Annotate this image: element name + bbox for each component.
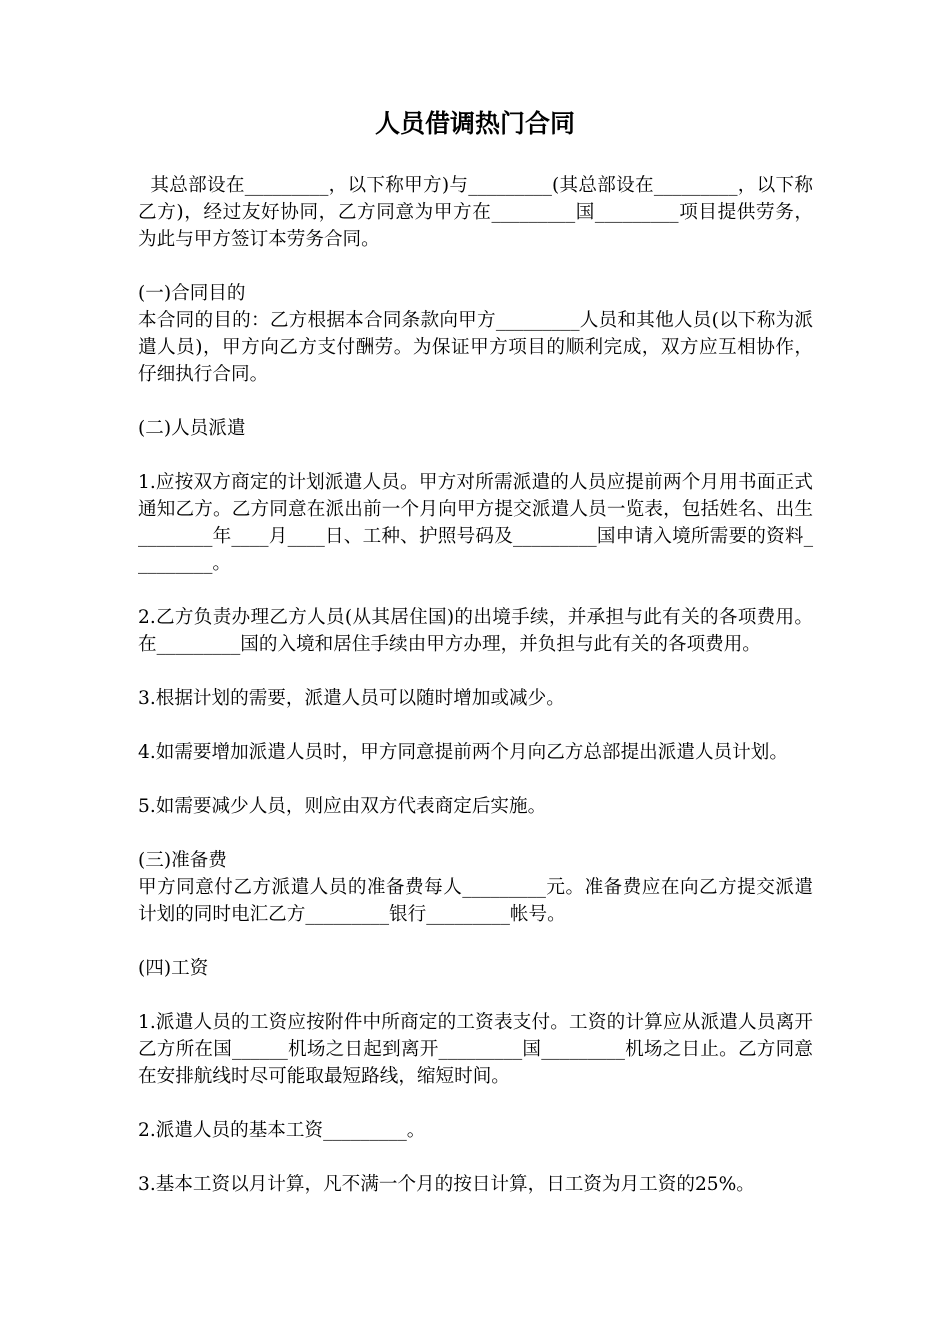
dispatch-clause-3: 3.根据计划的需要，派遣人员可以随时增加或减少。 bbox=[138, 688, 565, 709]
section-heading-preparation-fee: (三)准备费 bbox=[138, 850, 227, 871]
wages-clause-1: 1.派遣人员的工资应按附件中所商定的工资表支付。工资的计算应从派遣人员离开乙方所在国______机场之日起到离开_________国_________机场之日止。乙方同意在安排航线时尽可能取最短路线，缩短时间。 bbox=[138, 1012, 813, 1087]
document-title: 人员借调热门合同 bbox=[374, 109, 575, 138]
section-heading-dispatch: (二)人员派遣 bbox=[138, 418, 246, 439]
dispatch-clause-4: 4.如需要增加派遣人员时，甲方同意提前两个月向乙方总部提出派遣人员计划。 bbox=[138, 742, 788, 763]
purpose-paragraph: 本合同的目的：乙方根据本合同条款向甲方_________人员和其他人员(以下称为派遣人员)，甲方向乙方支付酬劳。为保证甲方项目的顺利完成，双方应互相协作，仔细执行合同。 bbox=[138, 310, 813, 385]
section-heading-wages: (四)工资 bbox=[138, 958, 209, 979]
dispatch-clause-2: 2.乙方负责办理乙方人员(从其居住国)的出境手续，并承担与此有关的各项费用。在_________国的入境和居住手续由甲方办理，并负担与此有关的各项费用。 bbox=[138, 607, 813, 655]
document-body bbox=[138, 172, 813, 1225]
wages-clause-2: 2.派遣人员的基本工资_________。 bbox=[138, 1120, 426, 1141]
dispatch-clause-5: 5.如需要减少人员，则应由双方代表商定后实施。 bbox=[138, 796, 547, 817]
section-heading-purpose: (一)合同目的 bbox=[138, 283, 246, 304]
dispatch-clause-1: 1.应按双方商定的计划派遣人员。甲方对所需派遣的人员应提前两个月用书面正式通知乙方。乙方同意在派出前一个月向甲方提交派遣人员一览表，包括姓名、出生________年____月____日、工种、护照号码及_________国申请入境所需要的资料_________。 bbox=[138, 472, 813, 574]
intro-paragraph: 其总部设在_________，以下称甲方)与_________(其总部设在_________，以下称乙方)，经过友好协同，乙方同意为甲方在_________国_________项目提供劳务，为此与甲方签订本劳务合同。 bbox=[138, 175, 813, 250]
preparation-fee-paragraph: 甲方同意付乙方派遣人员的准备费每人_________元。准备费应在向乙方提交派遣计划的同时电汇乙方_________银行_________帐号。 bbox=[138, 877, 813, 925]
wages-clause-3: 3.基本工资以月计算，凡不满一个月的按日计算，日工资为月工资的25%。 bbox=[138, 1174, 755, 1195]
